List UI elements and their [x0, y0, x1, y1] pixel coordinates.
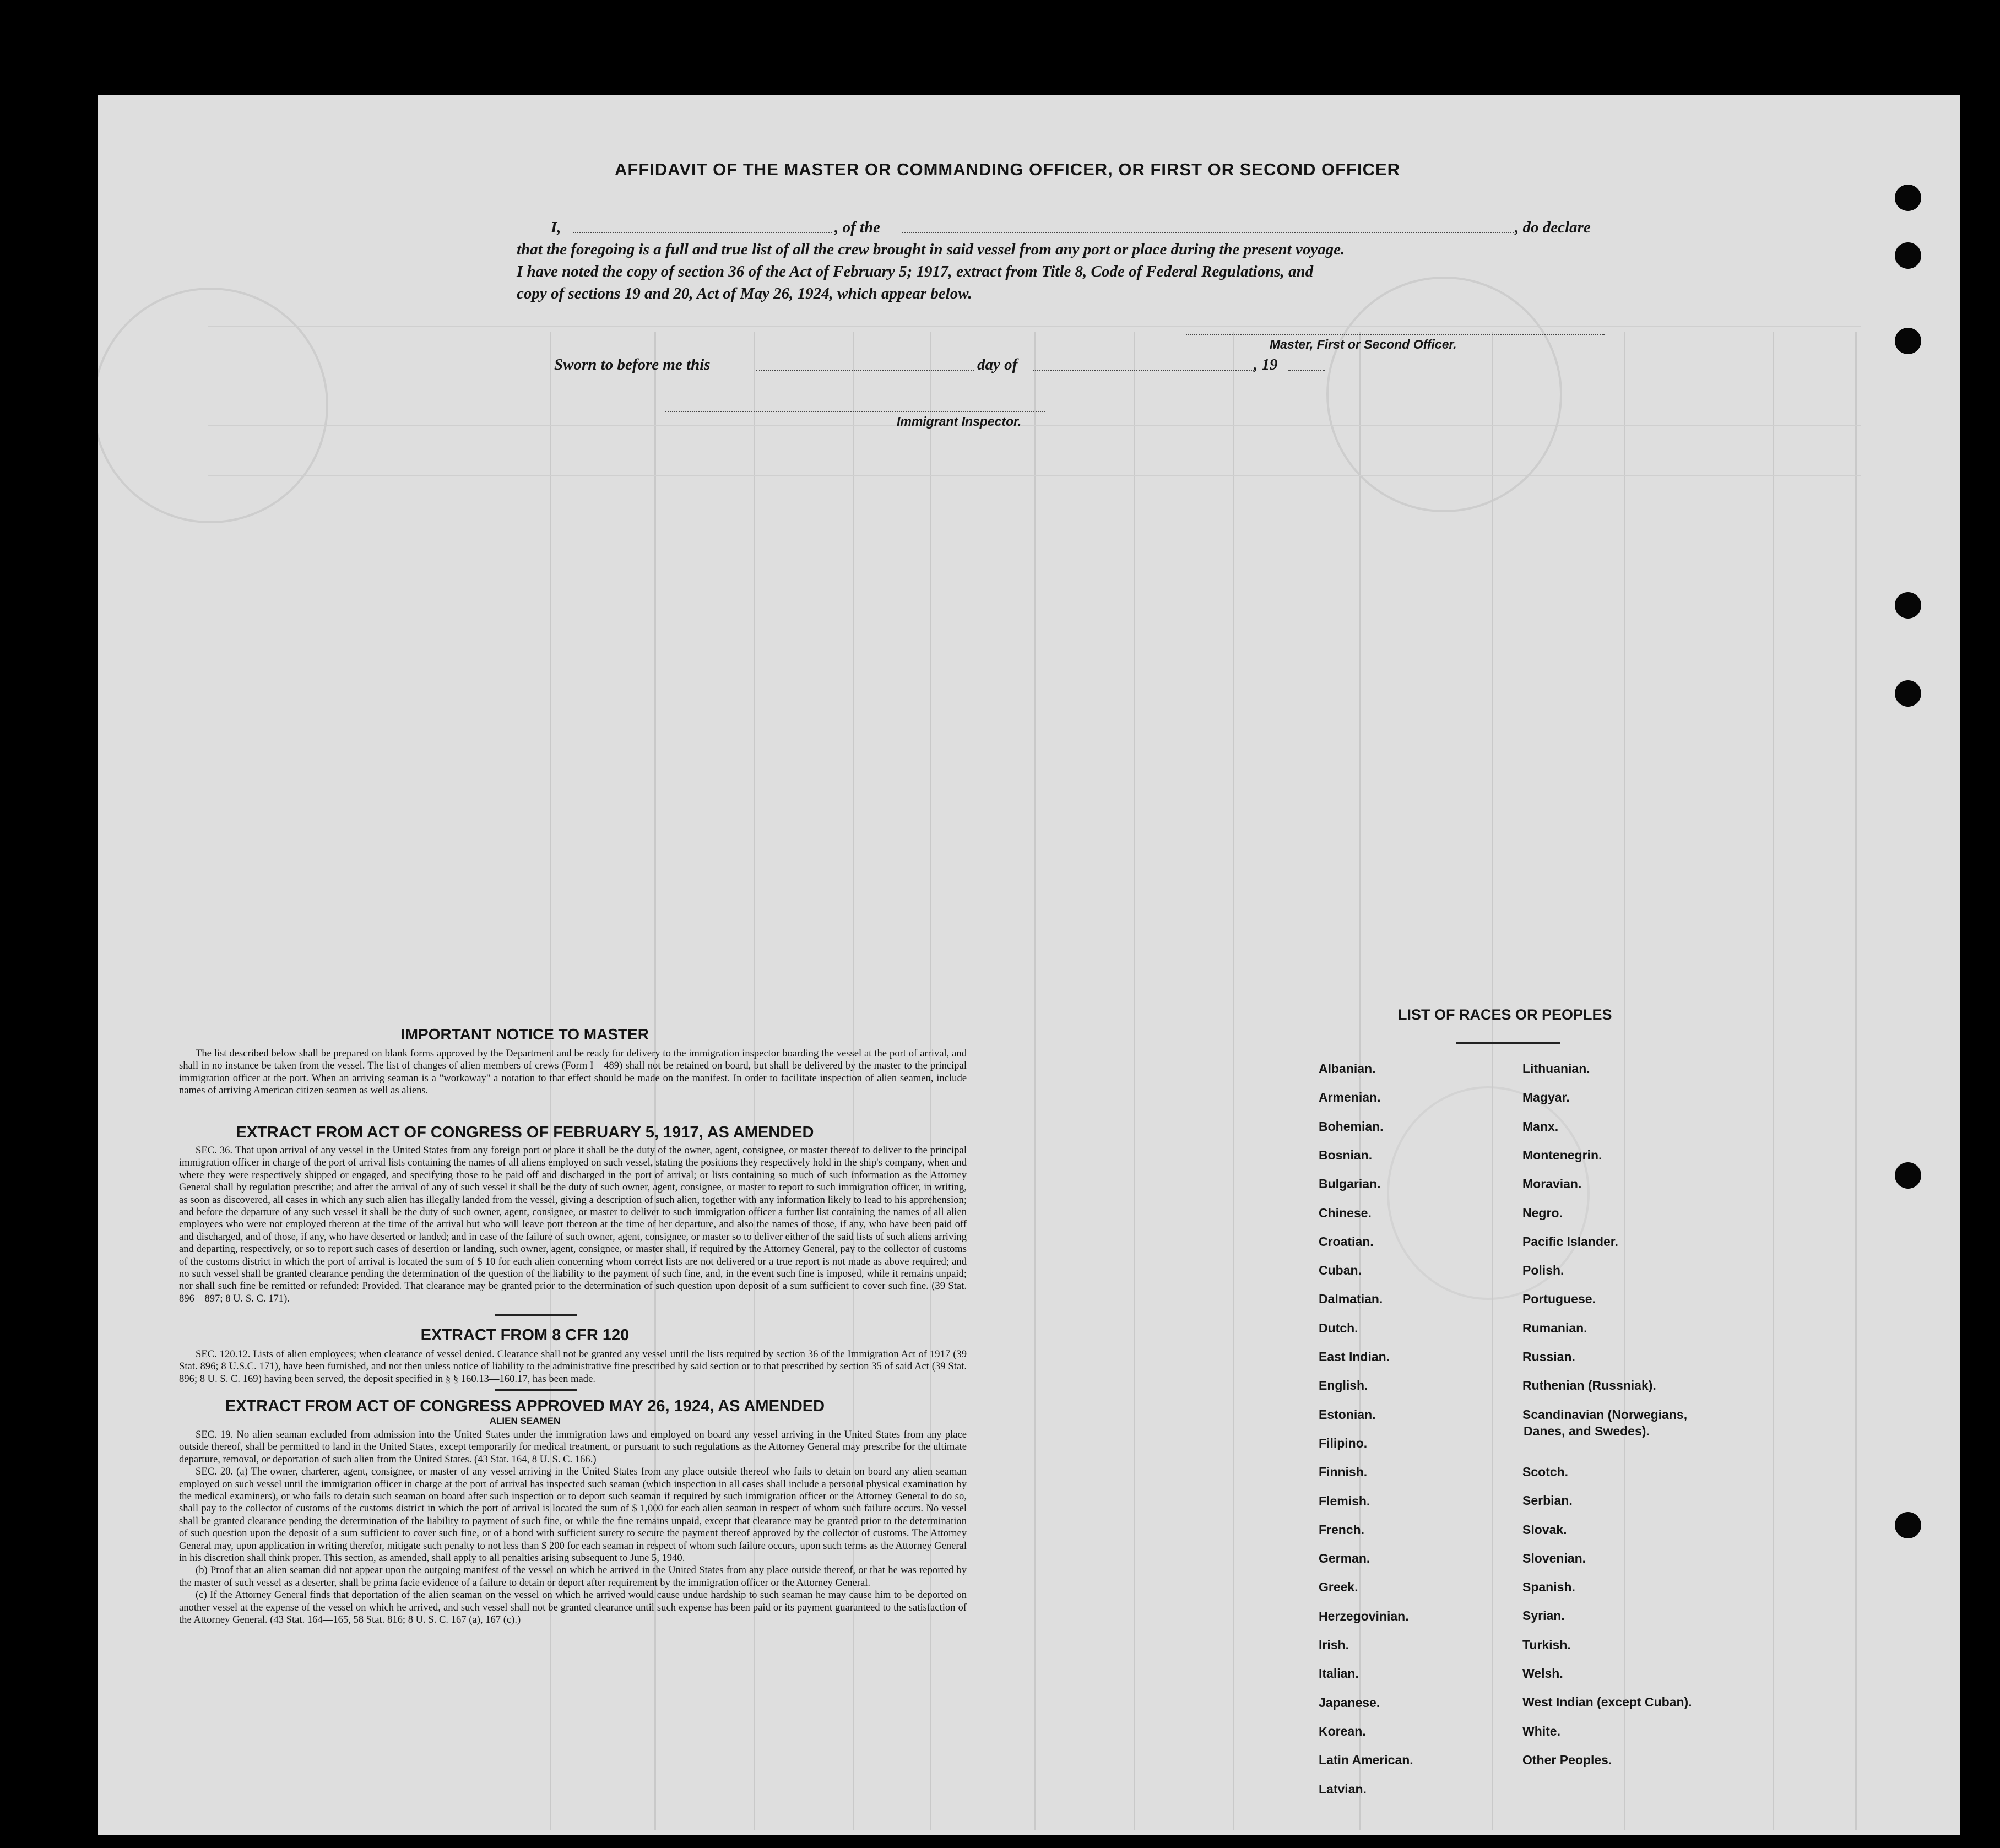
bleed-through-line: [1492, 332, 1493, 1830]
alien-seamen-subtitle: ALIEN SEAMEN: [489, 1416, 561, 1426]
sec-20b-text: (b) Proof that an alien seaman did not appear upon the outgoing manifest of the vessel on which he arrived in the United States from any place outside thereof, or that he was reported by the master of such vessel as a deserter, shall be prima facie evidence of a failure to detain or deport after requirement by the immigration officer or the Attorney General.: [179, 1564, 967, 1589]
race-item: Pacific Islander.: [1522, 1234, 1618, 1249]
bleed-through-line: [208, 425, 1861, 426]
punch-hole: [1895, 592, 1921, 619]
race-item: Bulgarian.: [1319, 1177, 1381, 1191]
affidavit-line-2: that the foregoing is a full and true list of all the crew brought in said vessel from any port or place during the present voyage.: [517, 241, 1345, 258]
bleed-through-line: [208, 326, 1861, 327]
divider: [495, 1389, 577, 1391]
notice-title: IMPORTANT NOTICE TO MASTER: [400, 1026, 649, 1043]
bleed-through-seal: [1326, 277, 1562, 512]
race-item: Negro.: [1522, 1205, 1563, 1220]
sec-20c-text: (c) If the Attorney General finds that deportation of the alien seaman on the vessel on which he arrived would cause undue hardship to such seaman he may cause him to be deported on another vessel at the expense of the vessel on which he arrived, and such vessel shall not be granted clearance until such expense has been paid or its payment guaranteed to the satisfaction of the Attorney General. (43 Stat. 164—165, 58 Stat. 816; 8 U. S. C. 167 (a), 167 (c).): [179, 1589, 967, 1626]
race-item: German.: [1319, 1551, 1370, 1566]
race-item: Flemish.: [1319, 1493, 1370, 1508]
race-item: Bosnian.: [1319, 1147, 1373, 1162]
bleed-through-line: [1773, 332, 1774, 1830]
race-item: Estonian.: [1319, 1407, 1376, 1422]
extract-1917-body: [179, 1145, 967, 1305]
divider: [1456, 1042, 1560, 1044]
race-item: Danes, and Swedes).: [1524, 1423, 1650, 1438]
sworn-label: Sworn to before me this: [554, 356, 711, 373]
race-item: White.: [1522, 1724, 1560, 1738]
race-item: Serbian.: [1522, 1493, 1573, 1508]
punch-hole: [1895, 1162, 1921, 1189]
race-item: Dutch.: [1319, 1320, 1358, 1335]
day-of-label: day of: [977, 356, 1018, 373]
punch-hole: [1895, 185, 1921, 211]
punch-hole: [1895, 680, 1921, 707]
race-item: Lithuanian.: [1522, 1061, 1590, 1076]
sworn-day-blank: [756, 369, 974, 371]
race-item: English.: [1319, 1378, 1368, 1393]
affidavit-title: AFFIDAVIT OF THE MASTER OR COMMANDING OFFICER, OR FIRST OR SECOND OFFICER: [615, 160, 1401, 179]
year-blank: [1288, 369, 1325, 371]
race-item: Ruthenian (Russniak).: [1522, 1378, 1656, 1393]
affidavit-of-the: , of the: [834, 219, 880, 236]
master-label: Master, First or Second Officer.: [1270, 337, 1457, 351]
sec-36-text: SEC. 36. That upon arrival of any vessel in the United States from any foreign port or place it shall be the duty of the owner, agent, consignee, or master thereof to deliver to the principal immigration officer in charge of the port of arrival lists containing the names of all aliens employed on such vessel, stating the positions they respectively hold in the ship's company, when and where they were respectively shipped or engaged, and specifying those to be paid off and discharged in the port of arrival; or lists containing so much of such information as the Attorney General shall by regulation prescribe; and after the arrival of any of such vessel it shall be the duty of such owner, agent, consignee, or master to report to such immigration officer, in writing, as soon as discovered, all cases in which any such alien has illegally landed from the vessel, giving a description of such alien, together with any information likely to lead to his apprehension; and before the departure of any such vessel it shall be the duty of such owner, agent, consignee, or master to deliver to such immigration officer a further list containing the names of all alien employees who were not employed thereon at the time of the arrival but who will leave port thereon at the time of her departure, and also the names of those, if any, who have been paid off and discharged, and of those, if any, who have deserted or landed; and in case of the failure of such owner, agent, consignee, or master so to deliver either of the said lists of such aliens arriving and departing, respectively, or so to report such cases of desertion or landing, such owner, agent, consignee, or master shall, if required by the Attorney General, pay to the collector of customs of the customs district in which the port of arrival is located the sum of $ 10 for each alien concerning whom correct lists are not delivered or a true report is not made as above required; and no such vessel shall be granted clearance pending the determination of the question of the liability to the payment of such fine, and, in the event such fine is imposed, while it remains unpaid; nor shall such fine be remitted or refunded: Provided. That clearance may be granted prior to the determination of such question upon deposit of a sum sufficient to cover such fine. (39 Stat. 896—897; 8 U. S. C. 171).: [179, 1145, 967, 1304]
bleed-through-line: [1359, 332, 1361, 1830]
extract-1924-body: [179, 1429, 967, 1627]
race-item: Manx.: [1522, 1119, 1559, 1134]
race-item: Filipino.: [1319, 1435, 1368, 1450]
punch-hole: [1895, 1512, 1921, 1538]
name-blank: [573, 231, 832, 233]
extract-1917-title: EXTRACT FROM ACT OF CONGRESS OF FEBRUARY 5, 1917, AS AMENDED: [236, 1124, 814, 1141]
race-item: Korean.: [1319, 1724, 1366, 1738]
race-item: Polish.: [1522, 1263, 1564, 1278]
race-item: Turkish.: [1522, 1637, 1571, 1652]
race-item: Albanian.: [1319, 1061, 1376, 1076]
sec-120-12-text: SEC. 120.12. Lists of alien employees; when clearance of vessel denied. Clearance shall not be granted any vessel until the lists required by section 36 of the Immigration Act of 1917 (39 Stat. 896; 8 U.S.C. 171), have been furnished, and not then unless notice of liability to the administrative fine prescribed by said section or to that prescribed by section 35 of said Act (39 Stat. 896; 8 U. S. C. 169) having been served, the deposit specified in § § 160.13—160.17, has been made.: [179, 1348, 967, 1385]
affidavit-declare: , do declare: [1515, 219, 1591, 236]
extract-cfr-body: [179, 1348, 967, 1385]
race-item: Bohemian.: [1319, 1119, 1384, 1134]
bleed-through-seal: [98, 288, 328, 523]
race-item: Syrian.: [1522, 1608, 1565, 1623]
bleed-through-line: [1034, 332, 1036, 1830]
race-item: Greek.: [1319, 1580, 1358, 1595]
race-item: Slovak.: [1522, 1522, 1567, 1537]
notice-intro-text: The list described below shall be prepared on blank forms approved by the Department and be ready for delivery to the immigration inspector boarding the vessel at the port of arrival, and shall in no instance be taken from the vessel. The list of changes of alien members of crews (Form I—489) shall not be retained on board, but shall be delivered by the master to the principal immigration officer at the port. When an arriving seaman is a "workaway" a notation to that effect should be made on the manifest. In order to facilitate inspection of alien seamen, include names of arriving American citizen seamen as well as aliens.: [179, 1048, 967, 1097]
race-item: Other Peoples.: [1522, 1752, 1612, 1767]
race-item: East Indian.: [1319, 1350, 1390, 1364]
race-item: Montenegrin.: [1522, 1147, 1602, 1162]
year-label: , 19: [1254, 356, 1278, 373]
race-item: Japanese.: [1319, 1695, 1380, 1710]
affidavit-i: I,: [551, 219, 561, 236]
race-item: Scandinavian (Norwegians,: [1522, 1407, 1688, 1422]
race-item: Herzegovinian.: [1319, 1608, 1409, 1623]
punch-hole: [1895, 328, 1921, 354]
race-item: Italian.: [1319, 1666, 1359, 1681]
inspector-signature-line: [665, 410, 1045, 412]
master-signature-line: [1186, 333, 1605, 335]
bleed-through-line: [1624, 332, 1625, 1830]
sworn-month-blank: [1033, 369, 1254, 371]
race-item: Russian.: [1522, 1350, 1575, 1364]
bleed-through-line: [1233, 332, 1234, 1830]
race-item: Chinese.: [1319, 1205, 1372, 1220]
race-item: Rumanian.: [1522, 1320, 1587, 1335]
race-item: Croatian.: [1319, 1234, 1374, 1249]
race-item: Latvian.: [1319, 1781, 1367, 1796]
race-item: Moravian.: [1522, 1177, 1582, 1191]
bleed-through-line: [1134, 332, 1135, 1830]
race-item: Irish.: [1319, 1638, 1349, 1652]
race-item: French.: [1319, 1522, 1365, 1537]
races-title: LIST OF RACES OR PEOPLES: [1398, 1006, 1612, 1023]
affidavit-line-3: I have noted the copy of section 36 of the Act of February 5; 1917, extract from Title 8, Code of Federal Regulations, and: [517, 263, 1314, 280]
race-item: Cuban.: [1319, 1263, 1362, 1278]
race-item: Scotch.: [1522, 1464, 1569, 1479]
race-item: Armenian.: [1319, 1090, 1381, 1105]
race-item: Dalmatian.: [1319, 1292, 1383, 1307]
race-item: Magyar.: [1522, 1090, 1570, 1105]
sec-20a-text: SEC. 20. (a) The owner, charterer, agent, consignee, or master of any vessel arriving in the United States from any place outside thereof who fails to detain on board any alien seaman employed on such vessel until the immigration officer in charge at the port of arrival has inspected such seaman (which inspection in all cases shall include a personal physical examination by the medical examiners), or who fails to detain such seaman on board after such inspection or to deport such seaman if required by such immigration officer or the Attorney General to do so, shall pay to the collector of customs of the customs district in which the port of arrival is located the sum of $ 1,000 for each alien seaman in respect of whom such failure occurs. No vessel shall be granted clearance pending the determination of the liability to payment of such fine, or while the fine remains unpaid, except that clearance may be granted prior to the determination of such question upon the deposit of a sum sufficient to cover such fine, or of a bond with sufficient surety to secure the payment thereof approved by the collector of customs. The Attorney General may, upon application in writing therefor, mitigate such penalty to not less than $ 200 for each seaman in respect of whom such failure occurs, upon such terms as the Attorney General in his discretion shall think proper. This section, as amended, shall apply to all penalties arising subsequent to June 5, 1940.: [179, 1466, 967, 1564]
extract-1924-title: EXTRACT FROM ACT OF CONGRESS APPROVED MAY 26, 1924, AS AMENDED: [225, 1397, 825, 1415]
race-item: Latin American.: [1319, 1753, 1413, 1768]
notice-intro: [179, 1048, 967, 1097]
bleed-through-line: [208, 475, 1861, 476]
race-item: Welsh.: [1522, 1666, 1563, 1681]
sec-19-text: SEC. 19. No alien seaman excluded from admission into the United States under the immigration laws and employed on board any vessel arriving in the United States from any place outside thereof, shall be permitted to land in the United States, except temporarily for medical treatment, or pursuant to such regulations as the Attorney General may prescribe for the ultimate departure, removal, or deportation of such alien from the United States. (43 Stat. 164, 8 U. S. C. 166.): [179, 1429, 967, 1465]
vessel-blank: [902, 231, 1514, 233]
punch-hole: [1895, 242, 1921, 269]
race-item: West Indian (except Cuban).: [1522, 1695, 1692, 1710]
extract-cfr-title: EXTRACT FROM 8 CFR 120: [420, 1326, 630, 1344]
bleed-through-line: [1855, 332, 1857, 1830]
inspector-label: Immigrant Inspector.: [897, 414, 1022, 429]
race-item: Spanish.: [1522, 1580, 1575, 1595]
divider: [495, 1314, 577, 1316]
document-page: [98, 95, 1960, 1835]
race-item: Finnish.: [1319, 1465, 1368, 1480]
race-item: Portuguese.: [1522, 1292, 1596, 1307]
race-item: Slovenian.: [1522, 1551, 1586, 1565]
affidavit-line-4: copy of sections 19 and 20, Act of May 26, 1924, which appear below.: [517, 285, 972, 302]
